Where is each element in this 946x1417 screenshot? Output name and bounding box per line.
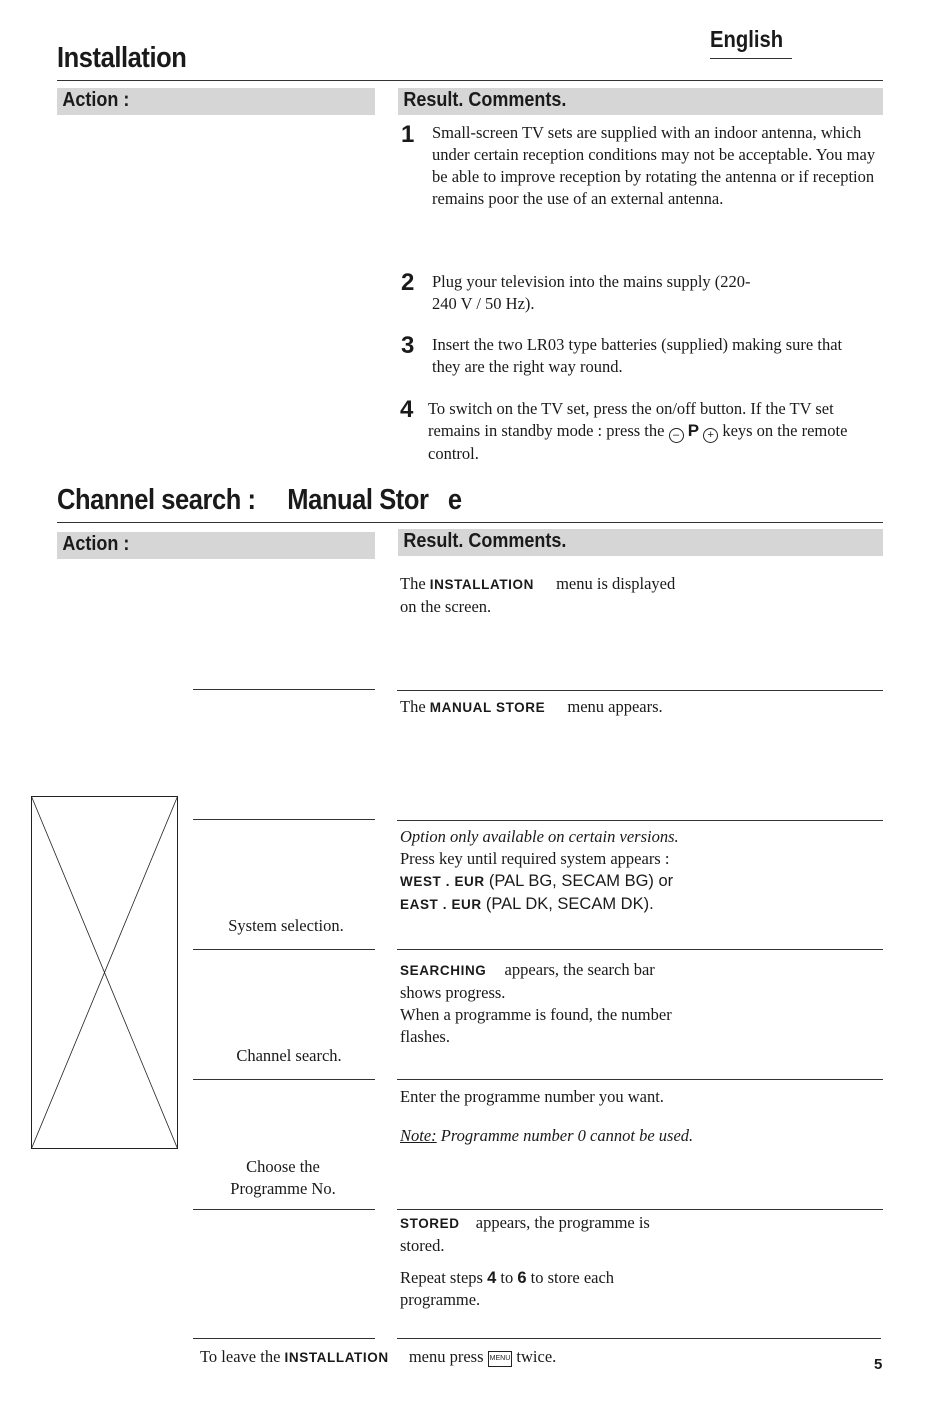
result-header: Result. Comments. (403, 530, 567, 552)
result-header: Result. Comments. (403, 89, 567, 111)
p-key-label: P (687, 421, 700, 440)
action-header: Action : (62, 89, 130, 111)
row-divider (397, 820, 883, 821)
row-result: The MANUAL STORE menu appears. (400, 697, 663, 716)
row-divider (193, 819, 375, 820)
minus-key-icon: – (669, 428, 684, 443)
result-header-bar (398, 529, 883, 556)
menu-key-icon: MENU (488, 1351, 513, 1367)
action-header: Action : (62, 533, 130, 555)
step-number: 3 (401, 332, 415, 359)
step-number: 2 (401, 269, 415, 296)
row-action: Channel search. (236, 1046, 342, 1065)
section-title-channel-search: Channel search : Manual Stor e (57, 484, 462, 516)
row-divider (193, 1079, 375, 1080)
row-divider (193, 949, 375, 950)
row-divider (193, 689, 375, 690)
action-header-bar (57, 532, 375, 559)
result-header-bar (398, 88, 883, 115)
step-text: Small-screen TV sets are supplied with an indoor antenna, which under certain reception conditions may not be acceptable. You may be able to improve reception by rotating the antenna or if reception remains poor the use of an external antenna. (432, 123, 876, 208)
row-repeat: Repeat steps 4 to 6 to store each programme. (400, 1268, 615, 1309)
row-divider (397, 690, 883, 691)
section-rule (57, 522, 883, 523)
step-text: To switch on the TV set, press the on/off button. If the TV set remains in standby mode : press the – P + keys on the remote control. (428, 399, 848, 463)
row-result: The INSTALLATION menu is displayed on the screen. (400, 574, 676, 616)
row-divider (193, 1338, 375, 1339)
row-result: Option only available on certain versions. Press key until required system appears : WEST . EUR (PAL BG, SECAM BG) or EAST . EUR (PAL DK, SECAM DK). (400, 827, 679, 913)
row-note: Note: Programme number 0 cannot be used. (400, 1126, 694, 1145)
image-placeholder (31, 796, 178, 1149)
step-text: Plug your television into the mains supply (220-240 V / 50 Hz). (432, 272, 751, 313)
row-divider (397, 1079, 883, 1080)
page-number: 5 (874, 1356, 883, 1373)
step-number: 4 (400, 396, 414, 423)
row-divider (397, 1209, 883, 1210)
row-action: System selection. (228, 916, 344, 935)
row-divider (193, 1209, 375, 1210)
footer-instruction: To leave the INSTALLATION menu press MENU twice. (200, 1347, 557, 1366)
step-text: Insert the two LR03 type batteries (supplied) making sure that they are the right way round. (432, 335, 843, 376)
plus-key-icon: + (703, 428, 718, 443)
language-label: English (710, 26, 784, 52)
row-divider (397, 1338, 881, 1339)
language-underline (710, 58, 792, 59)
section-title-installation: Installation (57, 42, 187, 74)
row-result: STORED appears, the programme is stored. (400, 1213, 650, 1255)
row-result: Enter the programme number you want. (400, 1087, 664, 1106)
action-header-bar (57, 88, 375, 115)
step-number: 1 (401, 121, 415, 148)
row-result: SEARCHING appears, the search bar shows progress. When a programme is found, the number flashes. (400, 960, 672, 1046)
row-divider (397, 949, 883, 950)
row-action: Choose the Programme No. (230, 1157, 336, 1198)
section-rule (57, 80, 883, 81)
